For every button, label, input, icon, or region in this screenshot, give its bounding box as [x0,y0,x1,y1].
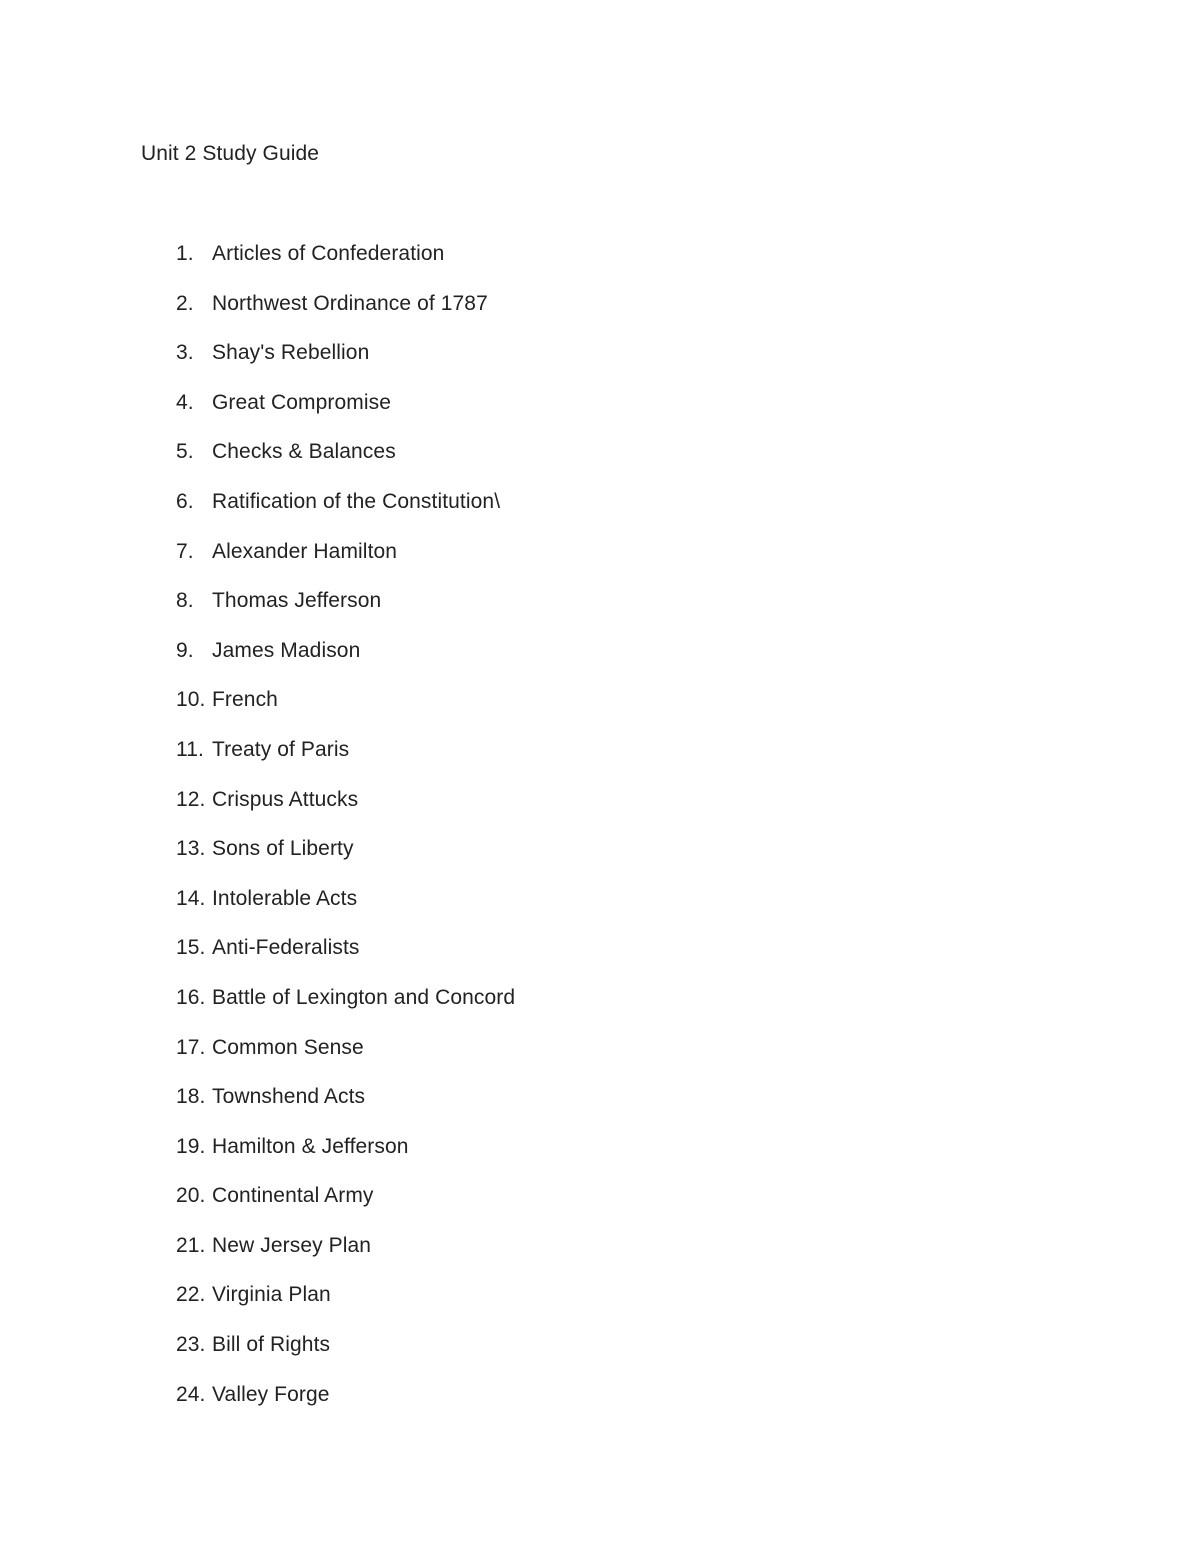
item-text: Thomas Jefferson [212,589,382,613]
item-number: 9. [176,638,194,662]
item-number: 7. [176,539,194,563]
item-number: 16. [176,985,206,1009]
item-number: 3. [176,341,194,365]
item-text: Alexander Hamilton [212,539,398,563]
item-number: 6. [176,489,194,513]
item-number: 21. [176,1233,206,1257]
item-text: Sons of Liberty [212,837,354,861]
item-text: Crispus Attucks [212,787,359,811]
list-item [0,737,1000,787]
item-number: 14. [176,886,206,910]
item-text: Virginia Plan [212,1283,331,1307]
list-item [0,836,1000,886]
list-item [0,1183,1000,1233]
list-item [0,340,1000,390]
item-text: French [212,688,278,712]
item-text: Intolerable Acts [212,886,358,910]
list-item [0,439,1000,489]
list-item [0,1282,1000,1332]
list-item [0,787,1000,837]
item-number: 8. [176,589,194,613]
item-number: 20. [176,1184,206,1208]
item-number: 2. [176,291,194,315]
list-item [0,886,1000,936]
item-text: New Jersey Plan [212,1233,372,1257]
item-number: 5. [176,440,194,464]
item-text: Bill of Rights [212,1333,331,1357]
item-number: 4. [176,390,194,414]
item-number: 1. [176,242,194,265]
list-item [0,985,1000,1035]
item-text: Articles of Confederation [212,242,445,265]
item-text: Checks & Balances [212,440,396,464]
item-number: 17. [176,1035,206,1059]
item-number: 23. [176,1333,206,1357]
item-number: 22. [176,1283,206,1307]
list-item [0,687,1000,737]
list-item [0,1233,1000,1283]
list-item [0,1035,1000,1085]
list-item [0,1084,1000,1134]
item-number: 24. [176,1382,206,1406]
list-item [0,489,1000,539]
item-text: Hamilton & Jefferson [212,1134,409,1158]
item-number: 12. [176,787,206,811]
item-number: 15. [176,936,206,960]
list-item [0,1134,1000,1184]
item-number: 18. [176,1085,206,1109]
item-number: 11. [176,737,204,761]
document-title: Unit 2 Study Guide [141,142,320,165]
item-text: Valley Forge [212,1382,330,1406]
list-item [0,638,1000,688]
list-item [0,1332,1000,1382]
item-text: Anti-Federalists [212,936,360,960]
item-text: Shay's Rebellion [212,341,370,365]
item-text: Northwest Ordinance of 1787 [212,291,488,315]
item-number: 10. [176,688,206,712]
item-text: Continental Army [212,1184,374,1208]
item-text: Ratification of the Constitution\ [212,489,501,513]
item-text: Treaty of Paris [212,737,350,761]
list-item [0,241,1000,291]
list-item [0,539,1000,589]
item-text: Townshend Acts [212,1085,366,1109]
list-item [0,291,1000,341]
item-text: Battle of Lexington and Concord [212,985,516,1009]
item-number: 13. [176,837,206,861]
item-text: Great Compromise [212,390,391,414]
study-guide-list [0,241,1000,1431]
item-number: 19. [176,1134,206,1158]
list-item [0,390,1000,440]
item-text: James Madison [212,638,361,662]
list-item [0,588,1000,638]
list-item [0,1382,1000,1432]
list-item [0,935,1000,985]
item-text: Common Sense [212,1035,364,1059]
